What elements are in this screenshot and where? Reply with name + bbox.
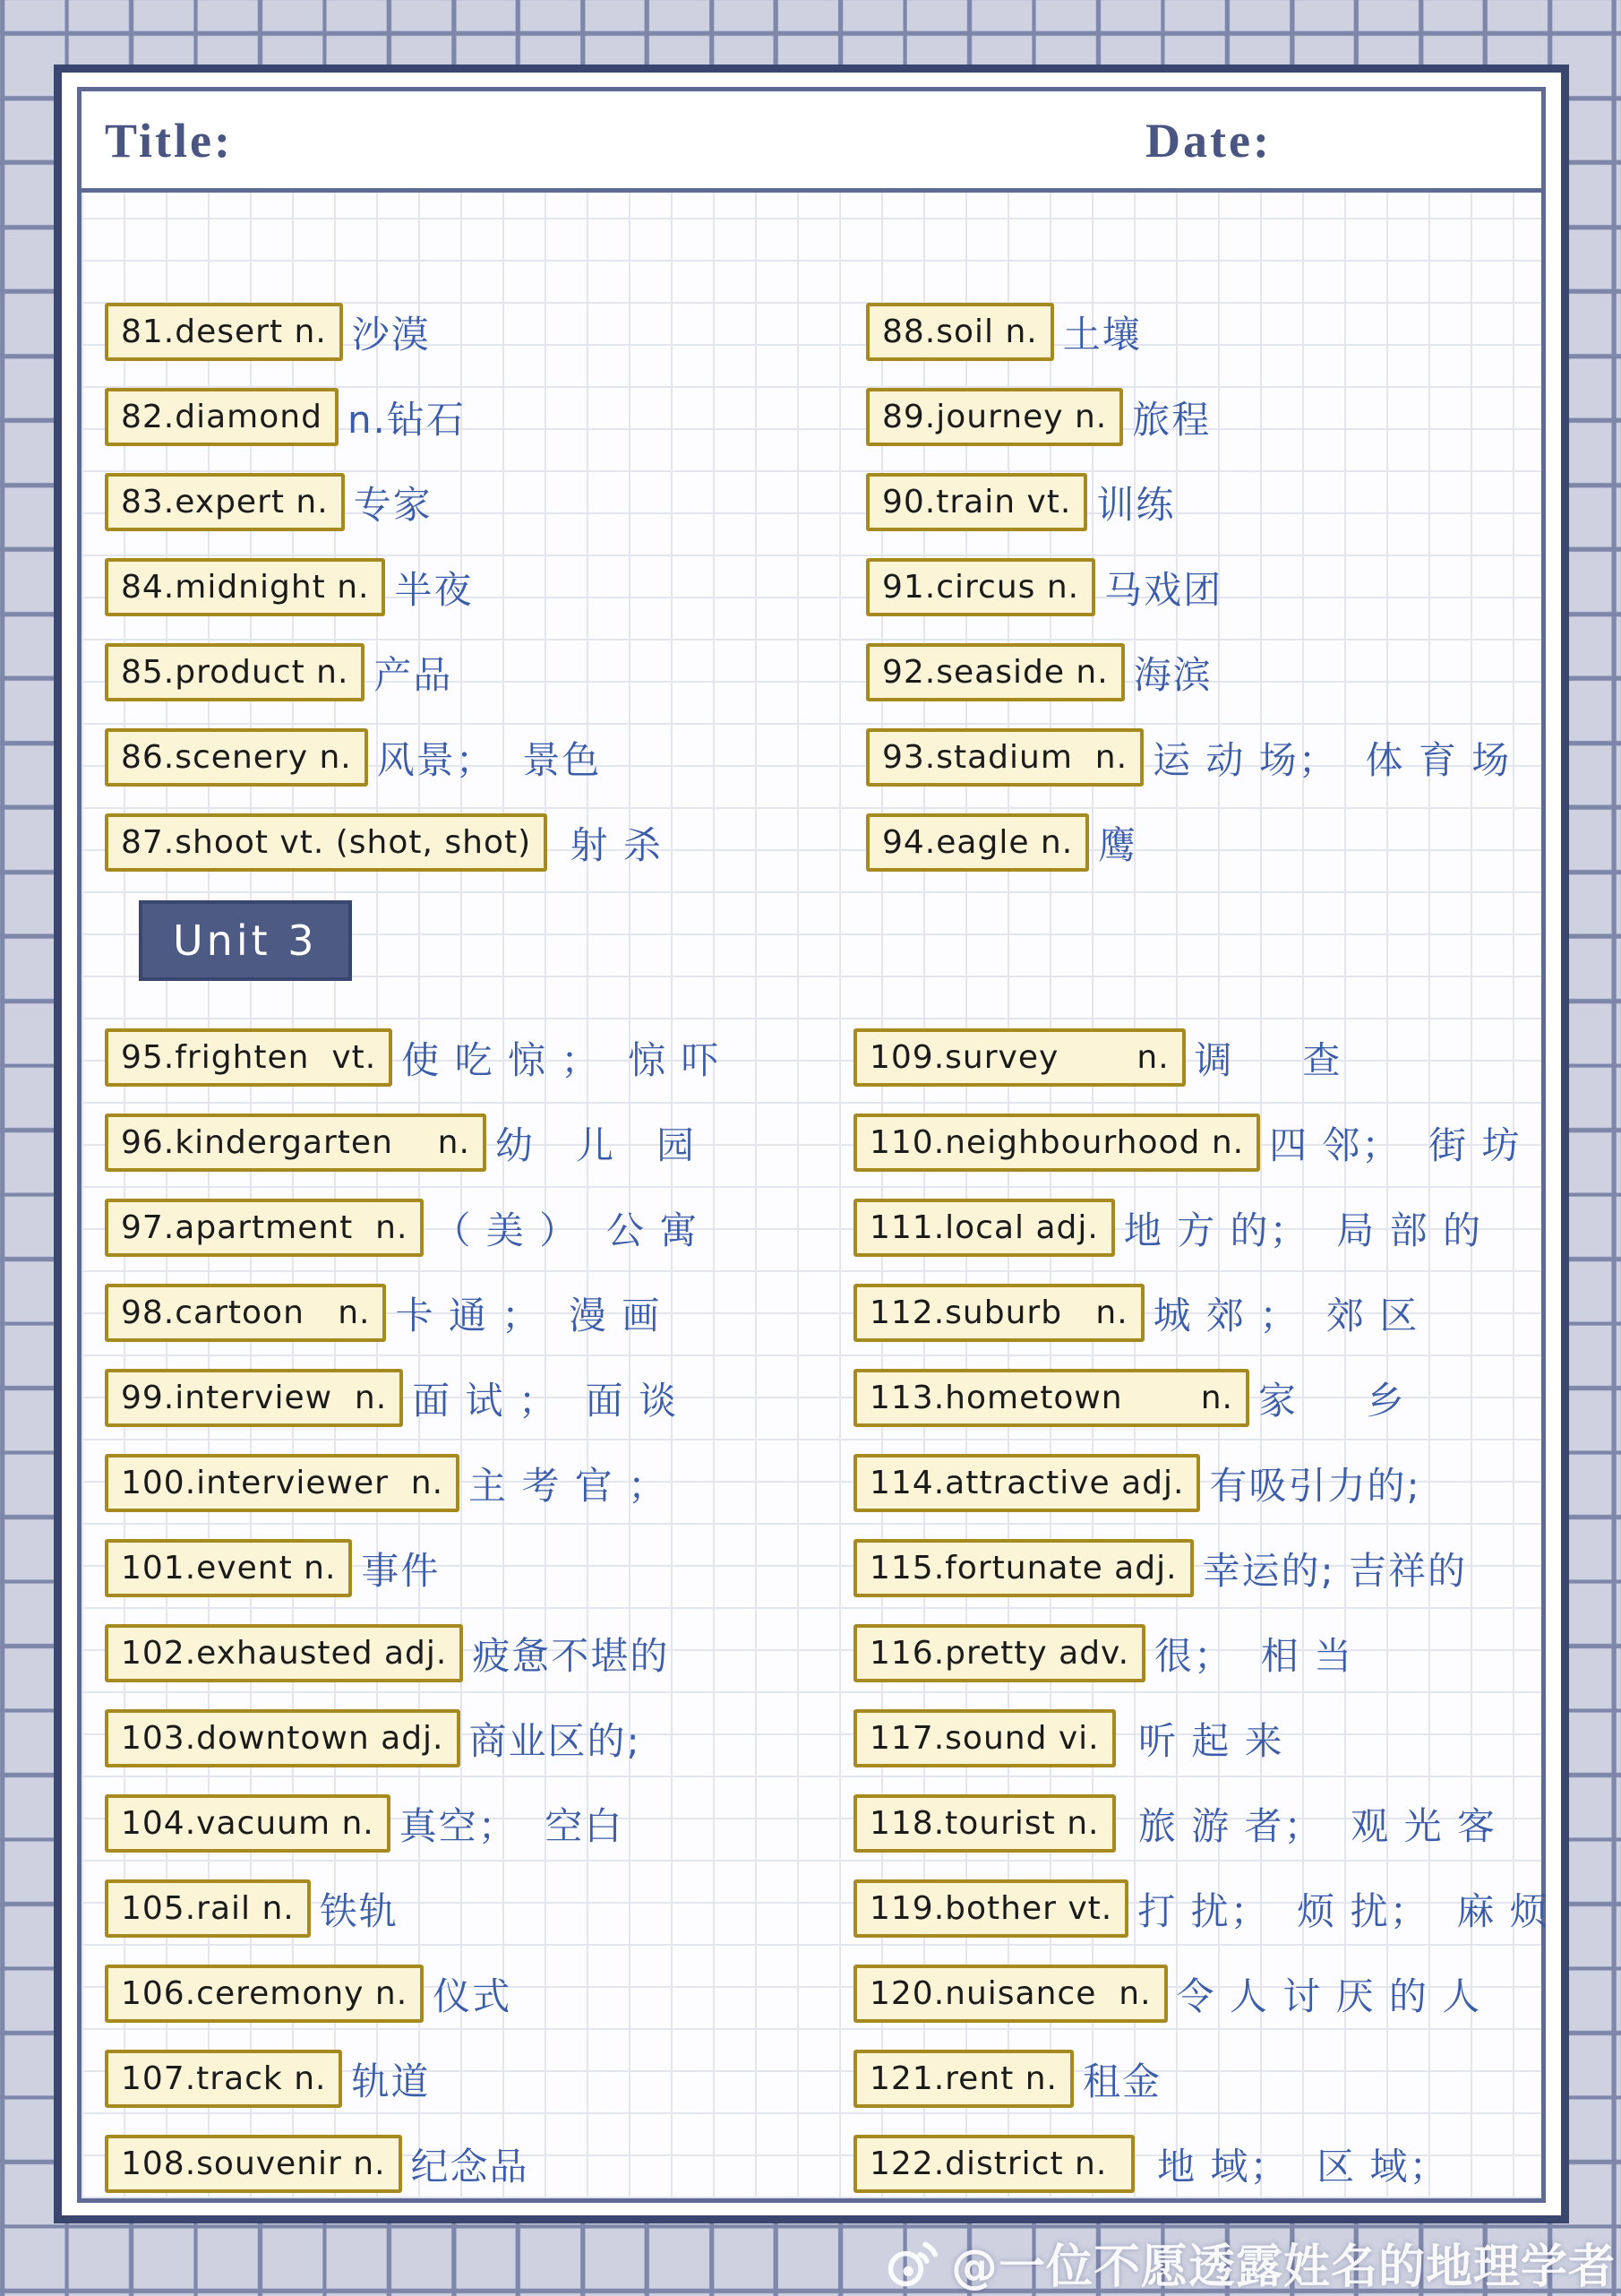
vocab-translation: 射 杀 (556, 822, 663, 867)
vocab-word-box: 95.frighten vt. (105, 1028, 392, 1087)
vocab-entry (866, 460, 1556, 545)
vocab-word-box: 115.fortunate adj. (853, 1539, 1194, 1597)
vocab-entry (866, 630, 1556, 715)
vocab-entry (853, 2121, 1556, 2206)
vocab-entry (105, 630, 850, 715)
vocab-translation: 轨道 (351, 2059, 431, 2103)
vocab-word-box: 92.seaside n. (866, 643, 1125, 701)
vocab-entry (853, 1696, 1556, 1781)
vocab-entry (853, 1866, 1556, 1951)
vocab-word-box: 90.train vt. (866, 473, 1087, 531)
vocab-entry (105, 1185, 850, 1270)
vocab-column-top-left (105, 289, 850, 885)
vocab-word-box: 102.exhausted adj. (105, 1624, 463, 1682)
vocab-entry (105, 1270, 850, 1355)
vocab-translation: 幸运的; 吉祥的 (1202, 1548, 1468, 1593)
vocab-translation: 半夜 (394, 567, 474, 612)
vocab-word-box: 84.midnight n. (105, 558, 385, 616)
vocab-entry (853, 1951, 1556, 2036)
vocab-word-box: 97.apartment n. (105, 1199, 424, 1257)
vocab-entry (105, 2121, 850, 2206)
vocab-translation: 家 乡 (1257, 1378, 1406, 1423)
vocab-entry (105, 1526, 850, 1611)
vocab-translation: 四 邻； 街 坊 (1269, 1122, 1522, 1167)
vocab-translation: 面 试 ； 面 谈 (412, 1378, 678, 1423)
vocab-translation: 产品 (373, 652, 453, 697)
vocab-entry (853, 1355, 1556, 1440)
vocab-translation: n.钻石 (347, 397, 466, 442)
vocab-entry (853, 1015, 1556, 1100)
vocab-word-box: 100.interviewer n. (105, 1454, 459, 1512)
vocab-word-box: 121.rent n. (853, 2050, 1074, 2108)
vocab-word-box: 101.event n. (105, 1539, 352, 1597)
vocab-word-box: 106.ceremony n. (105, 1965, 424, 2023)
vocab-translation: 真空； 空白 (399, 1803, 624, 1848)
vocab-translation: （ 美 ） 公 寓 (433, 1208, 699, 1252)
vocab-column-top-right (866, 289, 1556, 885)
vocab-translation: 地 方 的； 局 部 的 (1123, 1208, 1482, 1252)
vocab-word-box: 88.soil n. (866, 303, 1054, 361)
vocab-translation: 训练 (1096, 482, 1176, 527)
notebook-page-inner (77, 87, 1549, 2203)
vocab-entry (853, 2036, 1556, 2121)
vocab-word-box: 104.vacuum n. (105, 1794, 390, 1853)
vocab-word-box: 117.sound vi. (853, 1709, 1116, 1767)
vocab-word-box: 108.souvenir n. (105, 2135, 402, 2193)
vocab-translation: 事件 (361, 1548, 441, 1593)
vocab-translation: 听 起 来 (1124, 1718, 1284, 1763)
vocab-word-box: 122.district n. (853, 2135, 1135, 2193)
vocab-translation: 土壤 (1062, 312, 1142, 357)
vocab-word-box: 93.stadium n. (866, 728, 1144, 787)
vocab-translation: 幼 儿 园 (494, 1122, 697, 1167)
vocab-entry (105, 2036, 850, 2121)
watermark (885, 2229, 1616, 2296)
vocab-word-box: 109.survey n. (853, 1028, 1186, 1087)
page-header (81, 91, 1541, 193)
vocab-word-box: 86.scenery n. (105, 728, 368, 787)
vocab-translation: 调 查 (1194, 1037, 1342, 1082)
vocab-entry (105, 1951, 850, 2036)
vocab-entry (105, 374, 850, 460)
vocab-translation: 租金 (1082, 2059, 1162, 2103)
vocab-word-box: 111.local adj. (853, 1199, 1115, 1257)
vocab-translation: 海滨 (1133, 652, 1213, 697)
vocab-word-box: 89.journey n. (866, 388, 1123, 446)
vocab-column-unit-left (105, 1015, 850, 2206)
vocab-translation: 使 吃 惊 ； 惊 吓 (401, 1037, 721, 1082)
vocab-translation: 风景； 景色 (376, 737, 602, 782)
vocab-word-box: 103.downtown adj. (105, 1709, 460, 1767)
vocab-translation: 城 郊 ； 郊 区 (1153, 1293, 1419, 1337)
vocab-word-box: 120.nuisance n. (853, 1965, 1168, 2023)
vocab-translation: 疲惫不堪的 (472, 1633, 670, 1678)
unit-badge: Unit 3 (139, 900, 352, 981)
vocab-entry (853, 1781, 1556, 1866)
vocab-translation: 马戏团 (1104, 567, 1223, 612)
vocab-entry (866, 715, 1556, 800)
vocab-word-box: 83.expert n. (105, 473, 345, 531)
vocab-translation: 旅 游 者； 观 光 客 (1124, 1803, 1497, 1848)
vocab-translation: 主 考 官 ； (468, 1463, 668, 1508)
vocab-word-box: 98.cartoon n. (105, 1284, 386, 1342)
vocab-entry (105, 1440, 850, 1526)
vocab-translation: 沙漠 (351, 312, 431, 357)
title-label: Title: (105, 114, 233, 168)
vocab-entry (866, 800, 1556, 885)
vocab-entry (853, 1440, 1556, 1526)
vocab-translation: 商业区的; (468, 1718, 641, 1763)
vocab-translation: 有吸引力的; (1209, 1463, 1421, 1508)
vocab-translation: 打 扰； 烦 扰； 麻 烦 (1137, 1888, 1549, 1933)
vocab-translation: 专家 (353, 482, 433, 527)
vocab-entry (105, 1355, 850, 1440)
vocab-word-box: 94.eagle n. (866, 813, 1089, 872)
vocab-word-box: 113.hometown n. (853, 1369, 1249, 1427)
vocab-translation: 令 人 讨 厌 的 人 (1176, 1974, 1482, 2018)
vocab-entry (853, 1100, 1556, 1185)
vocab-entry (105, 1611, 850, 1696)
vocab-word-box: 105.rail n. (105, 1879, 311, 1938)
vocab-word-box: 99.interview n. (105, 1369, 403, 1427)
page-body (81, 193, 1549, 2198)
vocab-word-box: 114.attractive adj. (853, 1454, 1200, 1512)
vocab-entry (105, 1015, 850, 1100)
vocab-entry (853, 1270, 1556, 1355)
vocab-entry (105, 800, 850, 885)
vocab-entry (866, 289, 1556, 374)
notebook-page (54, 64, 1569, 2223)
watermark-text: @一位不愿透露姓名的地理学者 (951, 2240, 1617, 2294)
vocab-entry (105, 1781, 850, 1866)
date-label: Date: (1145, 114, 1272, 168)
vocab-column-unit-right (853, 1015, 1556, 2206)
vocab-word-box: 81.desert n. (105, 303, 343, 361)
vocab-word-box: 116.pretty adv. (853, 1624, 1145, 1682)
vocab-word-box: 87.shoot vt. (shot, shot) (105, 813, 547, 872)
vocab-translation: 纪念品 (410, 2144, 529, 2189)
vocab-entry (105, 1100, 850, 1185)
vocab-translation: 旅程 (1132, 397, 1212, 442)
vocab-translation: 鹰 (1098, 822, 1138, 867)
vocab-entry (853, 1526, 1556, 1611)
vocab-translation: 很； 相 当 (1154, 1633, 1354, 1678)
vocab-translation: 卡 通 ； 漫 画 (395, 1293, 662, 1337)
vocab-entry (853, 1611, 1556, 1696)
vocab-word-box: 110.neighbourhood n. (853, 1114, 1260, 1172)
vocab-word-box: 85.product n. (105, 643, 365, 701)
vocab-entry (105, 1866, 850, 1951)
vocab-translation: 地 域； 区 域； (1143, 2144, 1449, 2189)
vocab-entry (105, 1696, 850, 1781)
vocab-entry (866, 545, 1556, 630)
vocab-word-box: 107.track n. (105, 2050, 342, 2108)
vocab-word-box: 91.circus n. (866, 558, 1095, 616)
vocab-translation: 铁轨 (319, 1888, 399, 1933)
vocab-word-box: 112.suburb n. (853, 1284, 1145, 1342)
vocab-word-box: 119.bother vt. (853, 1879, 1128, 1938)
weibo-icon (885, 2236, 939, 2290)
vocab-entry (105, 545, 850, 630)
vocab-entry (853, 1185, 1556, 1270)
vocab-entry (105, 460, 850, 545)
vocab-translation: 运 动 场； 体 育 场 (1153, 737, 1512, 782)
vocab-entry (866, 374, 1556, 460)
vocab-word-box: 118.tourist n. (853, 1794, 1116, 1853)
vocab-translation: 仪式 (433, 1974, 512, 2018)
vocab-entry (105, 289, 850, 374)
vocab-word-box: 82.diamond (105, 388, 339, 446)
vocab-entry (105, 715, 850, 800)
vocab-word-box: 96.kindergarten n. (105, 1114, 486, 1172)
